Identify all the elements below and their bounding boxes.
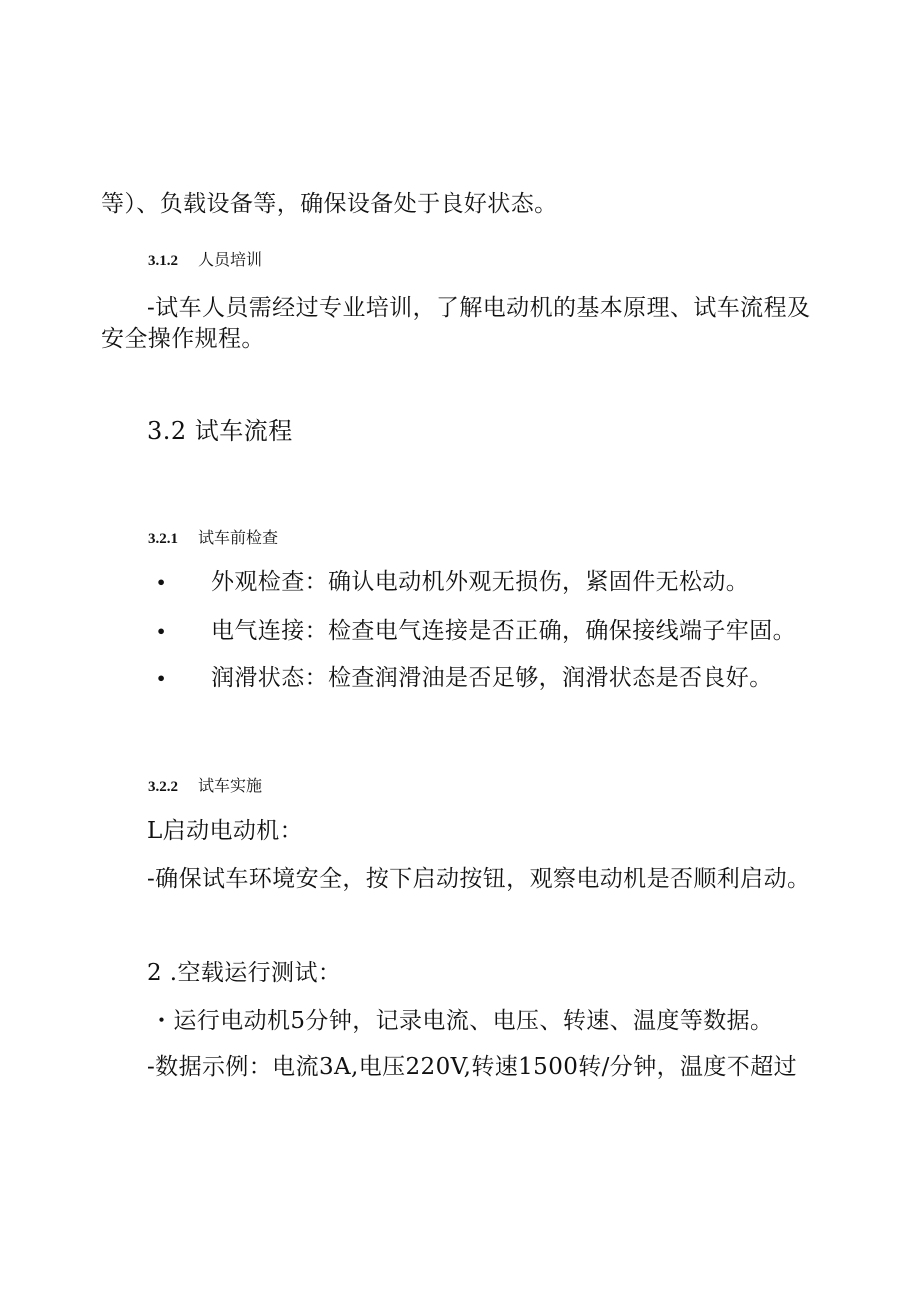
step-bullet: ・运行电动机5分钟，记录电流、电压、转速、温度等数据。: [150, 1008, 774, 1034]
subsection-number: 3.1.2: [148, 253, 178, 269]
subsection-number: 3.2.1: [148, 531, 178, 547]
paragraph-line: -试车人员需经过专业培训，了解电动机的基本原理、试车流程及: [147, 295, 811, 321]
subsection-heading-3-1-2: [148, 252, 262, 269]
subsection-title: 人员培训: [198, 250, 263, 269]
step-paragraph: -确保试车环境安全，按下启动按钮，观察电动机是否顺利启动。: [147, 866, 811, 892]
step-heading: L启动电动机：: [147, 818, 304, 844]
list-item-text: 电气连接：检查电气连接是否正确，确保接线端子牢固。: [211, 618, 796, 644]
bullet-icon: •: [156, 573, 167, 592]
continuation-line: 等）、负载设备等，确保设备处于良好状态。: [101, 191, 558, 217]
paragraph-line: 安全操作规程。: [101, 326, 265, 352]
list-item-text: 润滑状态：检查润滑油是否足够，润滑状态是否良好。: [211, 665, 773, 691]
subsection-heading-3-2-1: [148, 530, 278, 547]
bullet-icon: •: [156, 622, 167, 641]
bullet-icon: •: [156, 669, 167, 688]
subsection-title: 试车实施: [198, 776, 263, 795]
subsection-heading-3-2-2: [148, 778, 262, 795]
subsection-number: 3.2.2: [148, 779, 178, 795]
step-data-line: -数据示例：电流3A,电压220V,转速1500转/分钟，温度不超过: [147, 1054, 798, 1080]
list-item-text: 外观检查：确认电动机外观无损伤，紧固件无松动。: [211, 569, 750, 595]
section-heading-3-2: 3.2 试车流程: [147, 417, 293, 445]
subsection-title: 试车前检查: [198, 528, 279, 547]
step-heading: 2 .空载运行测试：: [147, 960, 342, 986]
